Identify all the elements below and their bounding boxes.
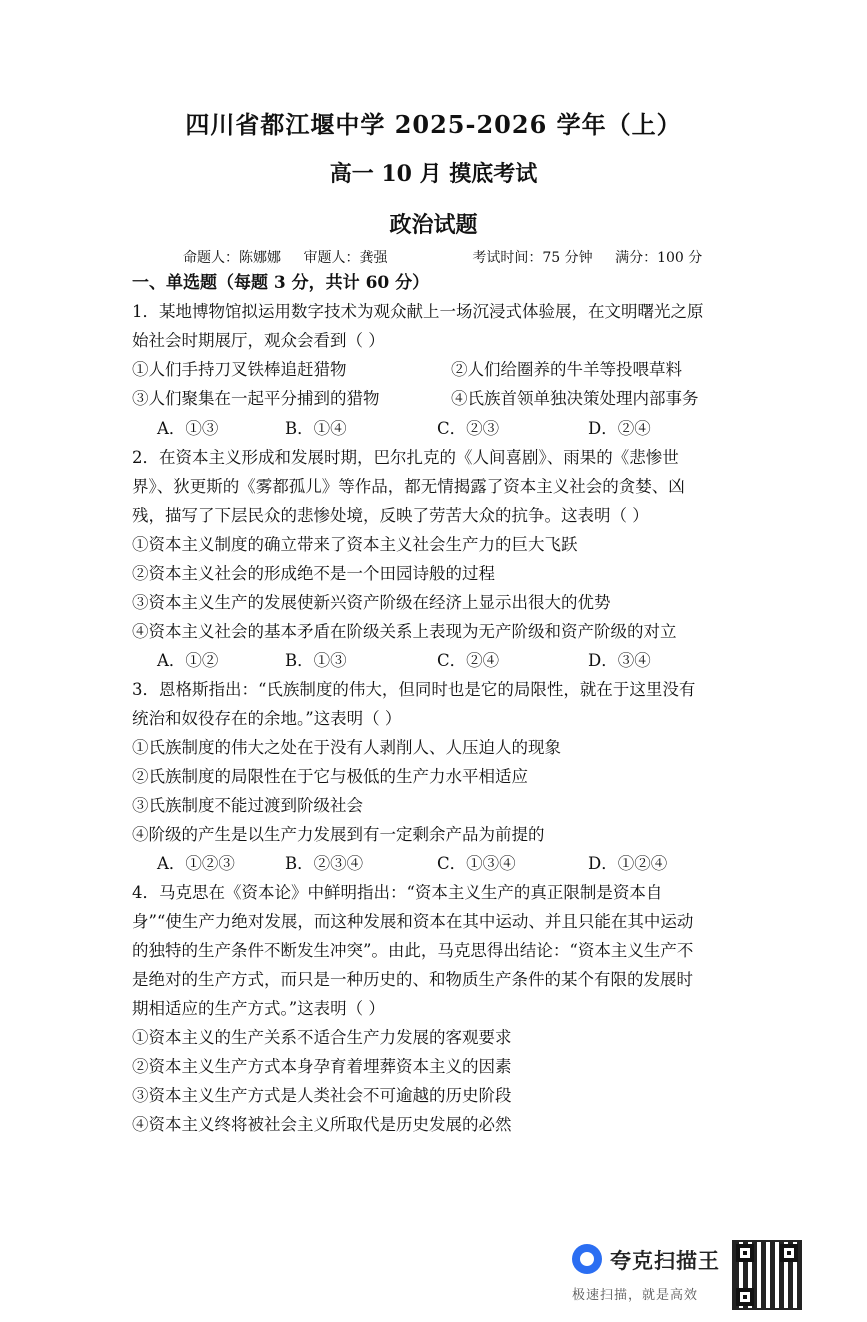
reviewer-label: 审题人：龚强: [303, 250, 388, 266]
q3-statement: ③氏族制度不能过渡到阶级社会: [132, 796, 363, 815]
q4-statement: ②资本主义生产方式本身孕育着埋葬资本主义的因素: [132, 1057, 512, 1076]
q2-stem-line: 残，描写了下层民众的悲惨处境，反映了劳苦大众的抗争。这表明（ ）: [132, 506, 649, 525]
q2-statement: ②资本主义社会的形成绝不是一个田园诗般的过程: [132, 564, 495, 583]
q1-statement: ③人们聚集在一起平分捕到的猎物: [132, 389, 380, 408]
watermark-slogan: 极速扫描，就是高效: [572, 1288, 699, 1303]
q3-option-c: C．①③④: [437, 854, 516, 873]
q3-statement: ④阶级的产生是以生产力发展到有一定剩余产品为前提的: [132, 825, 545, 844]
q3-option-d: D．①②④: [588, 854, 668, 873]
q1-option-c: C．②③: [437, 419, 500, 438]
q4-stem-line: 4．马克思在《资本论》中鲜明指出：“资本主义生产的真正限制是资本自: [132, 883, 663, 902]
q4-stem-line: 是绝对的生产方式，而只是一种历史的、和物质生产条件的某个有限的发展时: [132, 970, 693, 989]
subject-title: 政治试题: [389, 212, 478, 238]
q3-statement: ①氏族制度的伟大之处在于没有人剥削人、人压迫人的现象: [132, 738, 561, 757]
q3-option-a: A．①②③: [157, 854, 235, 873]
q3-stem-line: 3．恩格斯指出：“氏族制度的伟大，但同时也是它的局限性，就在于这里没有: [132, 680, 696, 699]
q3-statement: ②氏族制度的局限性在于它与极低的生产力水平相适应: [132, 767, 528, 786]
q2-option-a: A．①②: [157, 651, 219, 670]
school-title: 四川省都江堰中学 2025-2026 学年（上）: [185, 110, 682, 139]
q1-stem-line: 始社会时期展厅，观众会看到（ ）: [132, 331, 385, 350]
time-label: 考试时间：75 分钟: [472, 250, 593, 266]
q1-option-b: B．①④: [285, 419, 347, 438]
exam-title: 高一 10 月 摸底考试: [329, 161, 538, 187]
q4-statement: ④资本主义终将被社会主义所取代是历史发展的必然: [132, 1115, 512, 1134]
setter-label: 命题人：陈娜娜: [183, 250, 281, 266]
q1-statement: ②人们给圈养的牛羊等投喂草料: [451, 360, 682, 379]
quark-logo-icon: [572, 1244, 602, 1274]
q4-stem-line: 身”“使生产力绝对发展，而这种发展和资本在其中运动、并且只能在其中运动: [132, 912, 694, 931]
q2-option-b: B．①③: [285, 651, 347, 670]
q2-option-c: C．②④: [437, 651, 500, 670]
q1-option-d: D．②④: [588, 419, 651, 438]
q4-stem-line: 期相适应的生产方式。”这表明（ ）: [132, 999, 385, 1018]
q2-statement: ③资本主义生产的发展使新兴资产阶级在经济上显示出很大的优势: [132, 593, 611, 612]
q1-statement: ①人们手持刀叉铁棒追赶猎物: [132, 360, 347, 379]
q1-option-a: A．①③: [157, 419, 219, 438]
q2-stem-line: 界》、狄更斯的《雾都孤儿》等作品，都无情揭露了资本主义社会的贪婪、凶: [132, 477, 685, 496]
score-label: 满分：100 分: [615, 250, 703, 266]
q3-option-b: B．②③④: [285, 854, 364, 873]
q4-stem-line: 的独特的生产条件不断发生冲突”。由此，马克思得出结论：“资本主义生产不: [132, 941, 694, 960]
q2-statement: ①资本主义制度的确立带来了资本主义社会生产力的巨大飞跃: [132, 535, 578, 554]
exam-meta: [183, 247, 703, 267]
q2-option-d: D．③④: [588, 651, 651, 670]
q3-stem-line: 统治和奴役存在的余地。”这表明（ ）: [132, 709, 402, 728]
q2-stem-line: 2．在资本主义形成和发展时期，巴尔扎克的《人间喜剧》、雨果的《悲惨世: [132, 448, 679, 467]
q1-statement: ④氏族首领单独决策处理内部事务: [451, 389, 699, 408]
watermark-brand: 夸克扫描王: [610, 1249, 720, 1273]
section-heading: 一、单选题（每题 3 分，共计 60 分）: [132, 273, 430, 293]
q1-stem-line: 1．某地博物馆拟运用数字技术为观众献上一场沉浸式体验展，在文明曙光之原: [132, 302, 704, 321]
q4-statement: ①资本主义的生产关系不适合生产力发展的客观要求: [132, 1028, 512, 1047]
q4-statement: ③资本主义生产方式是人类社会不可逾越的历史阶段: [132, 1086, 512, 1105]
qr-code-icon: [732, 1240, 802, 1310]
q2-statement: ④资本主义社会的基本矛盾在阶级关系上表现为无产阶级和资产阶级的对立: [132, 622, 677, 641]
